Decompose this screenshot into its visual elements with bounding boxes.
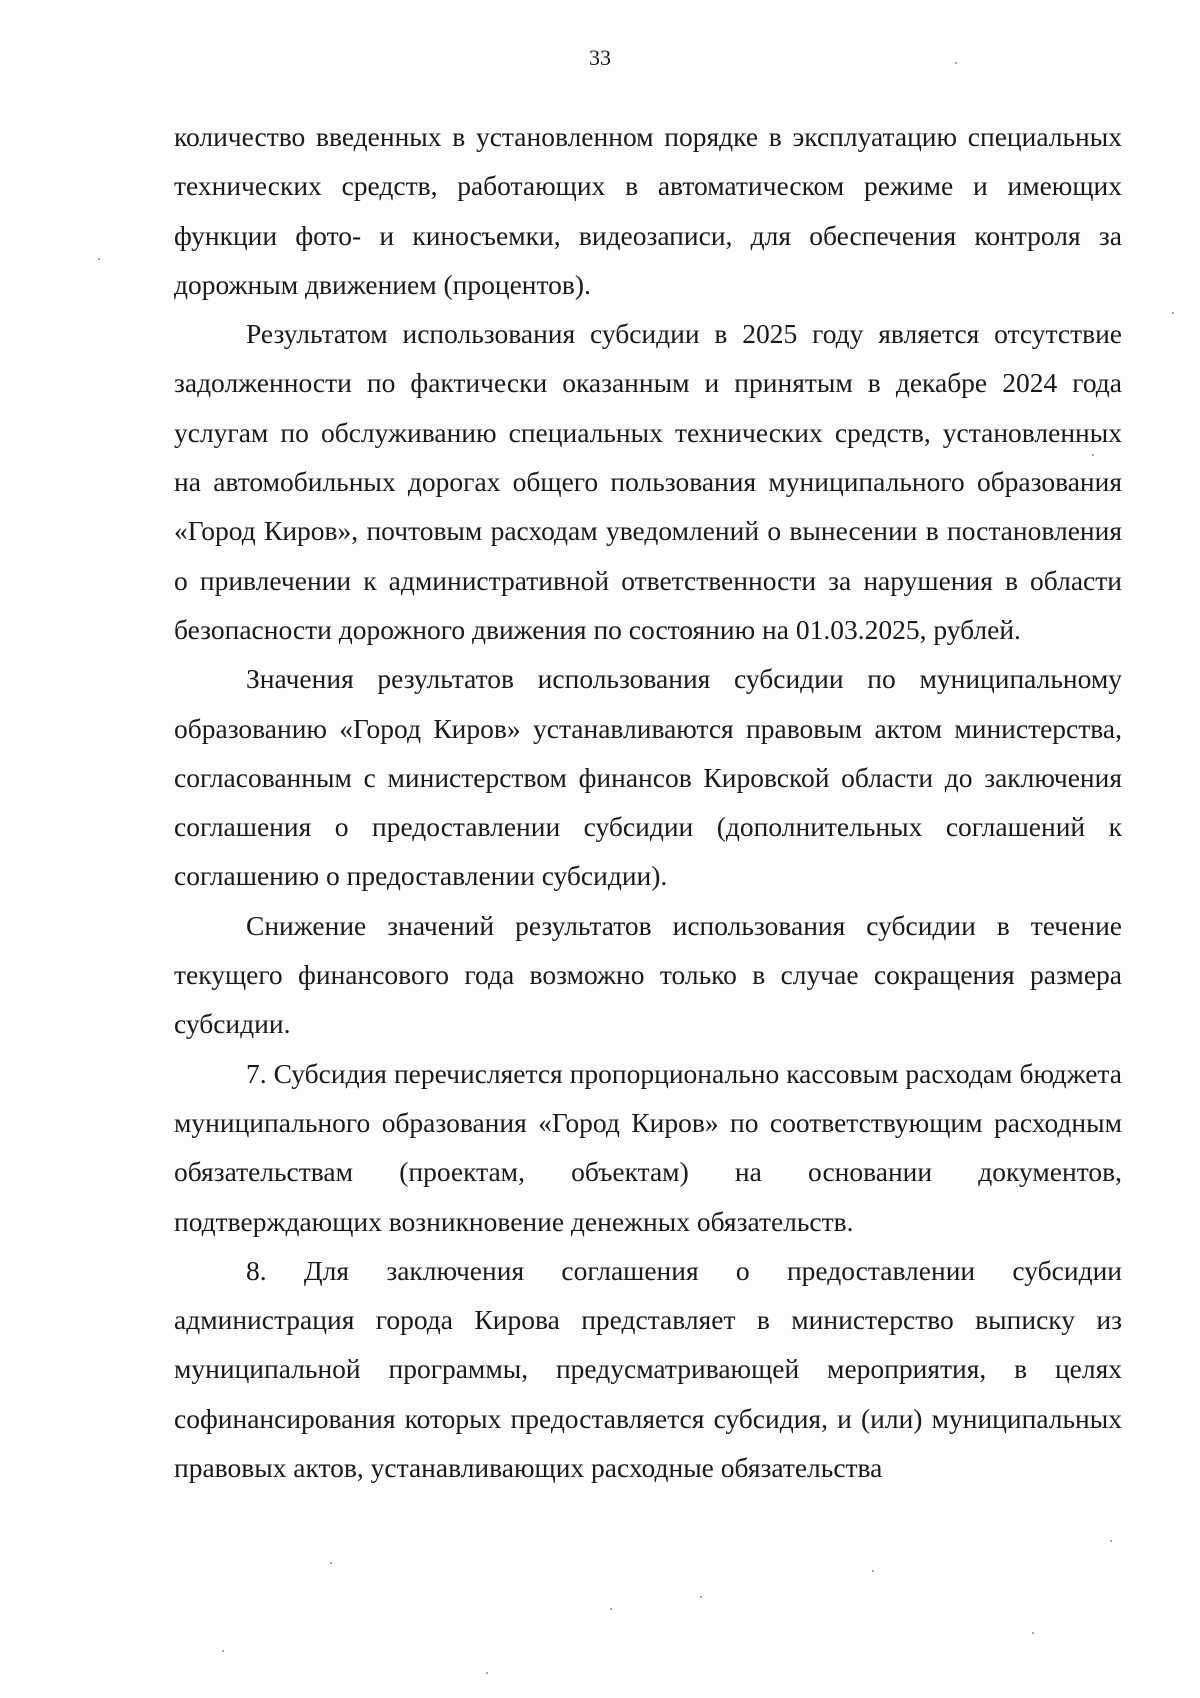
paragraph: Значения результатов использования субсидии по муниципальному образованию «Город Киров» устанавливаются правовым актом министерства, согласованным с министерством финансов Кировской области до заключения соглашения о предоставлении субсидии (дополнительных соглашений к соглашению о предоставлении субсидии). [174,663,1122,892]
document-body [174,112,1122,1492]
paragraph: 8. Для заключения соглашения о предоставлении субсидии администрация города Кирова представляет в министерство выписку из муниципальной программы, предусматривающей мероприятия, в целях софинансирования которых предоставляется субсидия, и (или) муниципальных правовых актов, устанавливающих расходные обязательства [174,1254,1122,1484]
paragraph: Снижение значений результатов использования субсидии в течение текущего финансового года возможно только в случае сокращения размера субсидии. [174,909,1122,1040]
paragraph: 7. Субсидия перечисляется пропорционально кассовым расходам бюджета муниципального образования «Город Киров» по соответствующим расходным обязательствам (проектам, объектам) на основании документов, подтверждающих возникновение денежных обязательств. [174,1057,1122,1237]
page-number: 33 [589,45,611,70]
paragraph: Результатом использования субсидии в 2025 году является отсутствие задолженности по фактически оказанным и принятым в декабре 2024 года услугам по обслуживанию специальных технических средств, установленных на автомобильных дорогах общего пользования муниципального образования «Город Киров», почтовым расходам уведомлений о вынесении в постановления о привлечении к административной ответственности за нарушения в области безопасности дорожного движения по состоянию на 01.03.2025, рублей. [174,318,1122,645]
paragraph: количество введенных в установленном порядке в эксплуатацию специальных технических средств, работающих в автоматическом режиме и имеющих функции фото- и киносъемки, видеозаписи, для обеспечения контроля за дорожным движением (процентов). [174,121,1122,300]
